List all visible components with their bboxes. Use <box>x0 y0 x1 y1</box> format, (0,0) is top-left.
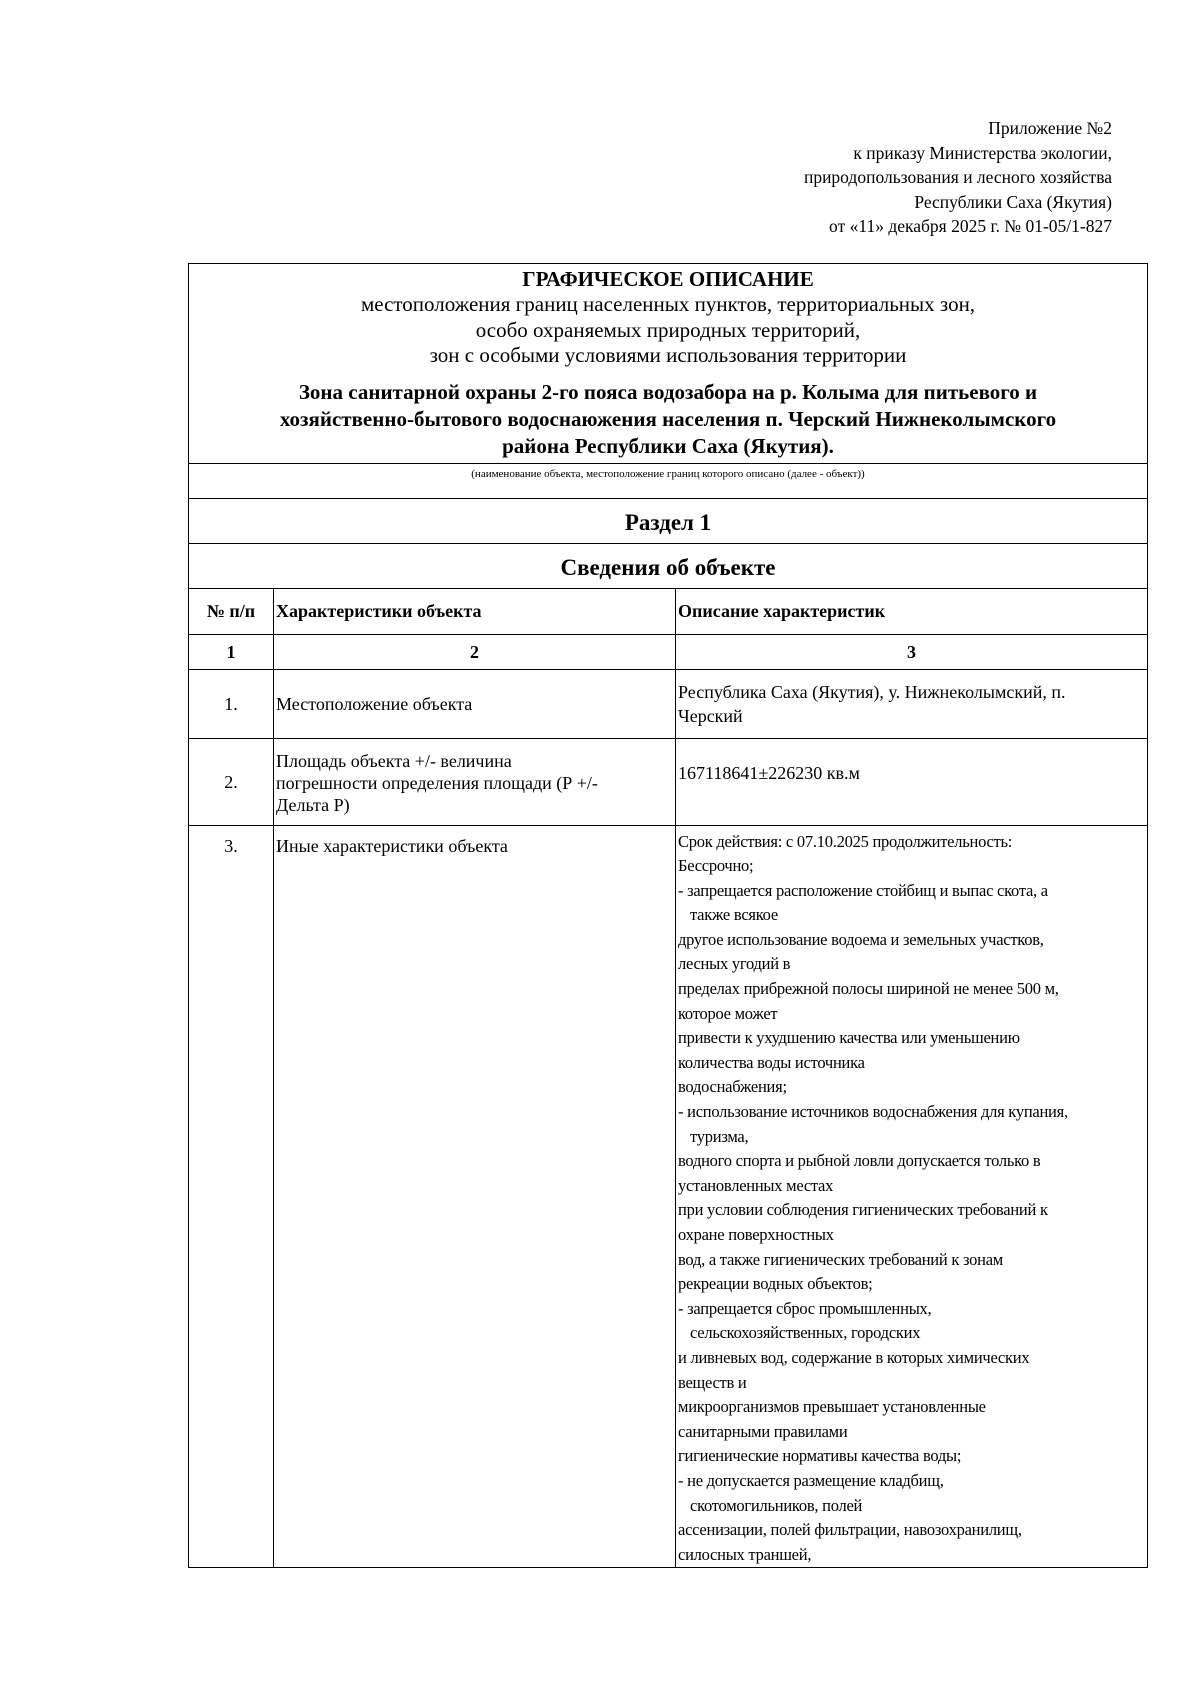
description-line: гигиенические нормативы качества воды; <box>678 1446 962 1466</box>
description-line: ассенизации, полей фильтрации, навозохранилищ, <box>678 1520 1022 1540</box>
description-line: - запрещается расположение стойбищ и выпас скота, а <box>678 880 1048 900</box>
description-line: Бессрочно; <box>678 856 754 876</box>
characteristic-line: погрешности определения площади (Р +/- <box>276 772 598 793</box>
appendix-line: к приказу Министерства экологии, <box>853 142 1112 163</box>
appendix-line: Приложение №2 <box>988 118 1112 138</box>
description-line: сельскохозяйственных, городских <box>690 1323 921 1343</box>
subtitle-line: особо охраняемых природных территорий, <box>475 317 861 342</box>
header-cell-description: Описание характеристик <box>678 600 886 621</box>
row-characteristic <box>274 739 676 825</box>
header-block <box>189 264 1147 498</box>
appendix-line: Республики Саха (Якутия) <box>914 191 1112 212</box>
description-line: Республика Саха (Якутия), у. Нижнеколымский, п. <box>678 681 1066 702</box>
table-row <box>189 825 1147 1567</box>
description-line: охране поверхностных <box>678 1225 834 1244</box>
document-title: ГРАФИЧЕСКОЕ ОПИСАНИЕ <box>522 267 814 291</box>
description-line: - использование источников водоснабжения для купания, <box>678 1102 1068 1122</box>
table-header-row <box>189 588 1147 634</box>
description-line: привести к ухудшению качества или уменьшению <box>678 1028 1020 1048</box>
row-number: 2. <box>189 739 274 825</box>
characteristic-line: Дельта Р) <box>276 794 350 815</box>
description-line: и ливневых вод, содержание в которых химических <box>678 1347 1030 1367</box>
description-line: силосных траншей, <box>678 1544 812 1564</box>
description-line: водоснабжения; <box>678 1077 787 1097</box>
description-line: микроорганизмов превышает установленные <box>678 1397 986 1417</box>
appendix-line: от «11» декабря 2025 г. № 01-05/1-827 <box>829 216 1112 236</box>
column-numbers-row <box>189 634 1147 669</box>
description-line: Срок действия: с 07.10.2025 продолжительность: <box>678 831 1013 851</box>
row-number: 3. <box>189 826 274 1567</box>
table-row <box>189 738 1147 825</box>
description-line: - не допускается размещение кладбищ, <box>678 1470 944 1490</box>
description-line: количества воды источника <box>678 1052 865 1072</box>
appendix-line: природопользования и лесного хозяйства <box>803 167 1112 187</box>
row-characteristic: Иные характеристики объекта <box>274 826 676 1567</box>
row-description: 167118641±226230 кв.м <box>678 762 860 783</box>
section-title: Раздел 1 <box>189 498 1147 543</box>
object-name-line: Зона санитарной охраны 2-го пояса водозабора на р. Колыма для питьевого и <box>298 379 1038 404</box>
table-row <box>189 669 1147 738</box>
description-line: вод, а также гигиенических требований к зонам <box>678 1249 1003 1269</box>
row-number: 1. <box>189 670 274 738</box>
section-subtitle: Сведения об объекте <box>189 543 1147 588</box>
column-number: 3 <box>907 641 916 662</box>
description-line: которое может <box>678 1003 778 1023</box>
description-line: при условии соблюдения гигиенических требований к <box>678 1200 1048 1220</box>
object-name-line: района Республики Саха (Якутия). <box>502 433 834 458</box>
description-line: водного спорта и рыбной ловли допускается только в <box>678 1151 1041 1171</box>
row-characteristic: Местоположение объекта <box>274 670 676 738</box>
description-line: Черский <box>678 705 743 726</box>
description-line: веществ и <box>678 1372 747 1392</box>
subtitle-line: зон с особыми условиями использования территории <box>429 343 907 367</box>
subtitle-line: местоположения границ населенных пунктов, территориальных зон, <box>360 292 976 316</box>
object-note: (наименование объекта, местоположение границ которого описано (далее - объект)) <box>471 467 865 480</box>
description-line: - запрещается сброс промышленных, <box>678 1298 932 1318</box>
characteristic-line: Площадь объекта +/- величина <box>276 750 512 771</box>
column-number: 1 <box>189 635 274 669</box>
description-line: санитарными правилами <box>678 1421 848 1441</box>
column-number: 2 <box>274 635 676 669</box>
header-cell-characteristic: Характеристики объекта <box>274 589 676 634</box>
description-line: скотомогильников, полей <box>690 1495 863 1515</box>
description-line: другое использование водоема и земельных участков, <box>678 929 1044 949</box>
description-frame <box>188 263 1148 1568</box>
description-line: лесных угодий в <box>678 954 791 974</box>
object-name <box>189 379 1147 460</box>
row-description <box>676 670 1147 738</box>
object-note-row <box>189 463 1147 498</box>
description-line: рекреации водных объектов; <box>678 1274 873 1294</box>
description-line: установленных местах <box>678 1175 834 1195</box>
header-cell-number: № п/п <box>189 589 274 634</box>
appendix-block <box>804 116 1112 239</box>
description-line: также всякое <box>690 905 778 925</box>
row-description <box>676 826 1147 1567</box>
object-name-line: хозяйственно-бытового водоснаюжения населения п. Черский Нижнеколымского <box>279 406 1057 431</box>
description-line: пределах прибрежной полосы шириной не менее 500 м, <box>678 979 1059 999</box>
description-line: туризма, <box>690 1126 749 1146</box>
